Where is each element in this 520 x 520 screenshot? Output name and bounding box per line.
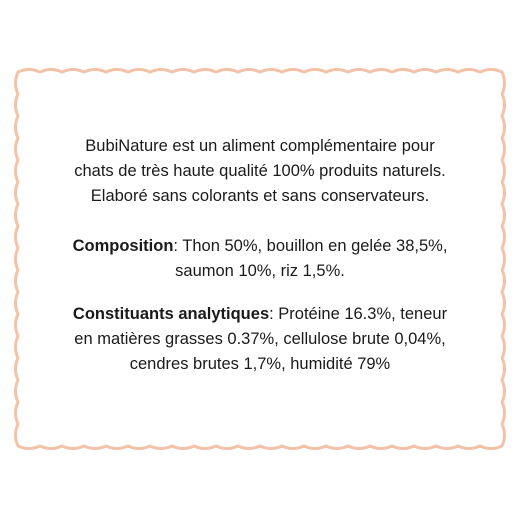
analytics-line-1 [40,302,480,327]
analytics-label: Constituants analytiques [72,305,270,323]
intro-line-1: BubiNature est un aliment complémentaire pour [85,137,435,155]
composition-values-2: saumon 10%, riz 1,5%. [175,262,345,280]
intro-line-3: Elaboré sans colorants et sans conservateurs. [90,187,430,205]
composition-line-1 [40,234,480,259]
intro-text [40,134,480,209]
composition-values-1: : Thon 50%, bouillon en gelée 38,5%, [173,237,448,255]
composition-section [40,234,480,284]
analytics-section [40,302,480,377]
intro-line-2: chats de très haute qualité 100% produits naturels. [74,162,446,180]
analytics-values-3: cendres brutes 1,7%, humidité 79% [129,355,391,373]
composition-label: Composition [72,237,174,255]
analytics-values-2: en matières grasses 0.37%, cellulose brute 0,04%, [74,330,446,348]
analytics-values-1: : Protéine 16.3%, teneur [269,305,448,323]
